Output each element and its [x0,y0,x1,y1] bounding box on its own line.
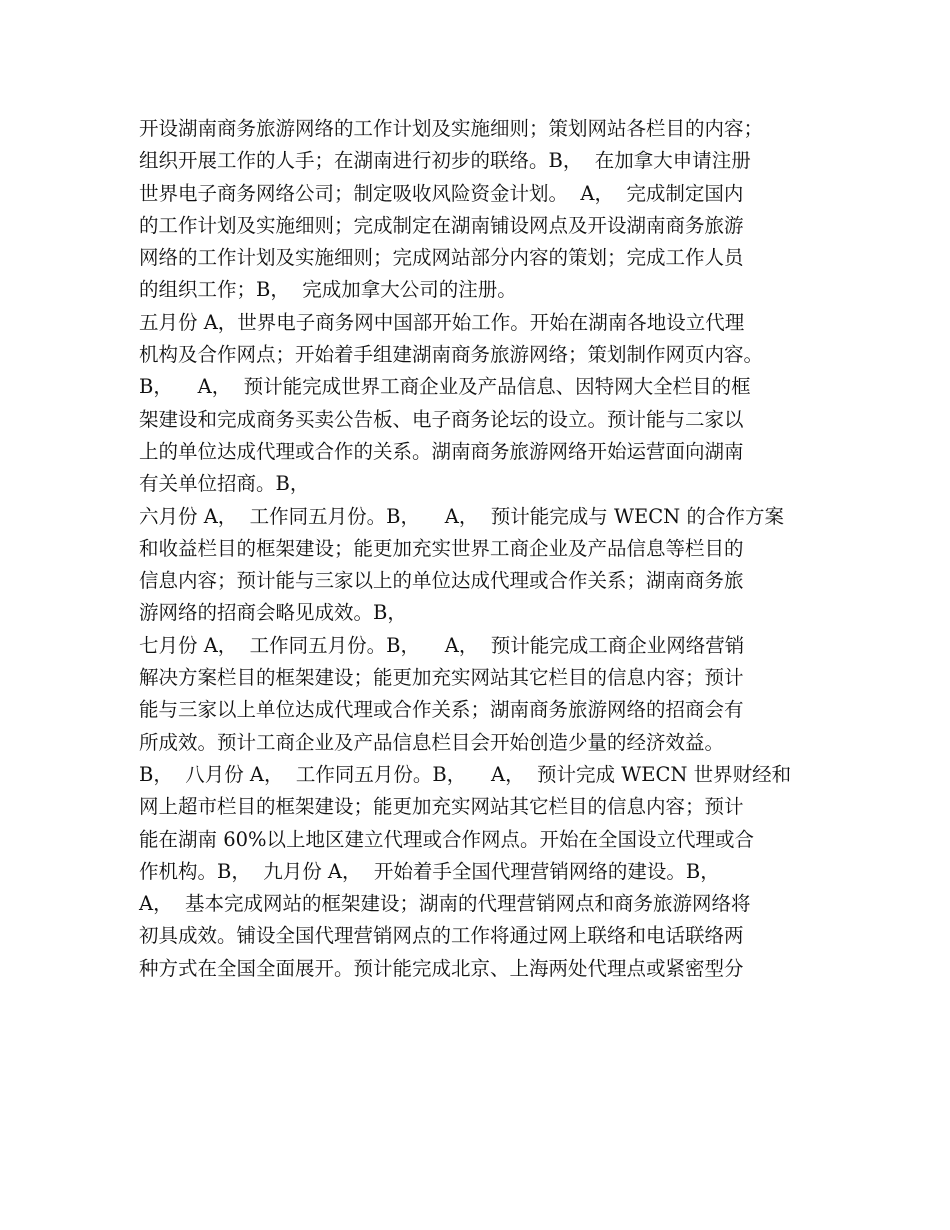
text-line: 种方式在全国全面展开。预计能完成北京、上海两处代理点或紧密型分 [139,956,744,980]
text-line: 所成效。预计工商企业及产品信息栏目会开始创造少量的经济效益。 [139,730,725,754]
text-line: 作机构。B， 九月份 A， 开始着手全国代理营销网络的建设。B， [139,859,720,883]
text-line: 七月份 A， 工作同五月份。B， A， 预计能完成工商企业网络营销 [139,633,745,657]
text-line: 的组织工作；B， 完成加拿大公司的注册。 [139,278,517,302]
text-line: 的工作计划及实施细则；完成制定在湖南铺设网点及开设湖南商务旅游 [139,213,744,237]
text-line: 有关单位招商。B， [139,472,310,496]
text-line: 网上超市栏目的框架建设；能更加充实网站其它栏目的信息内容；预计 [139,795,744,819]
text-line: 世界电子商务网络公司；制定吸收风险资金计划。 A， 完成制定国内 [139,181,744,205]
text-line: 机构及合作网点；开始着手组建湖南商务旅游网络；策划制作网页内容。 [139,343,764,367]
text-line: 上的单位达成代理或合作的关系。湖南商务旅游网络开始运营面向湖南 [139,439,744,463]
text-line: 游网络的招商会略见成效。B， [139,601,407,625]
text-line: 网络的工作计划及实施细则；完成网站部分内容的策划；完成工作人员 [139,246,744,270]
document-body [139,113,839,985]
text-line: 能在湖南 60%以上地区建立代理或合作网点。开始在全国设立代理或合 [139,827,755,851]
text-line: 信息内容；预计能与三家以上的单位达成代理或合作关系；湖南商务旅 [139,569,744,593]
text-line: 六月份 A， 工作同五月份。B， A， 预计能完成与 WECN 的合作方案 [139,504,784,528]
text-line: 架建设和完成商务买卖公告板、电子商务论坛的设立。预计能与二家以 [139,407,744,431]
text-line: 组织开展工作的人手；在湖南进行初步的联络。B， 在加拿大申请注册 [139,149,751,173]
text-line: 和收益栏目的框架建设；能更加充实世界工商企业及产品信息等栏目的 [139,536,744,560]
text-line: A， 基本完成网站的框架建设；湖南的代理营销网点和商务旅游网络将 [139,892,751,916]
text-line: 能与三家以上单位达成代理或合作关系；湖南商务旅游网络的招商会有 [139,698,744,722]
text-line: B， 八月份 A， 工作同五月份。B， A， 预计完成 WECN 世界财经和 [139,762,792,786]
text-line: 初具成效。铺设全国代理营销网点的工作将通过网上联络和电话联络两 [139,924,744,948]
text-line: B， A， 预计能完成世界工商企业及产品信息、因特网大全栏目的框 [139,375,751,399]
text-line: 解决方案栏目的框架建设；能更加充实网站其它栏目的信息内容；预计 [139,666,744,690]
text-line: 五月份 A，世界电子商务网中国部开始工作。开始在湖南各地设立代理 [139,310,745,334]
text-line: 开设湖南商务旅游网络的工作计划及实施细则；策划网站各栏目的内容； [139,117,764,140]
